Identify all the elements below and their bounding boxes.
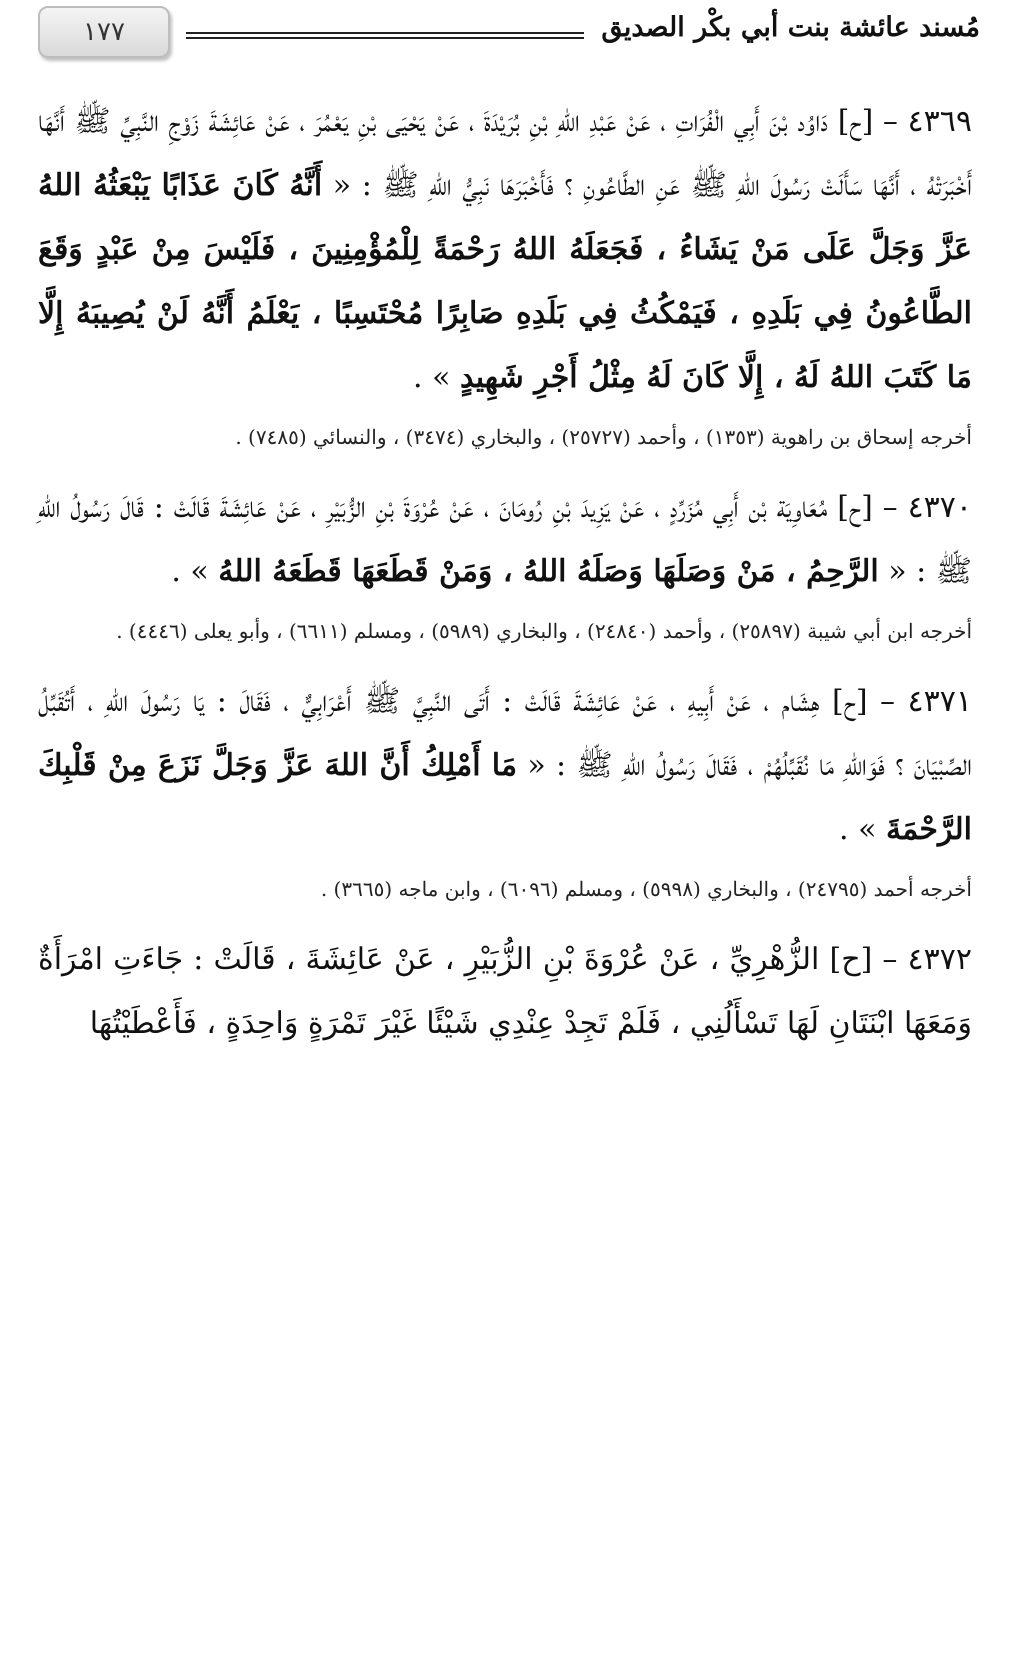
hadith-isnad: الزُّهْرِيِّ ، عَنْ عُرْوَةَ بْنِ الزُّبَيْرِ ، عَنْ عَائِشَةَ ، قَالَتْ : جَاءَتِ امْرَأَةٌ وَمَعَهَا ابْنَتَانِ لَهَا تَسْأَلُنِي ، فَلَمْ تَجِدْ عِنْدِي شَيْئًا غَيْرَ تَمْرَةٍ وَاحِدَةٍ ، فَأَعْطَيْتُهَا bbox=[38, 942, 972, 1041]
hadith-number: ٤٣٧٠ – [ح] bbox=[837, 490, 973, 525]
takhrij-note: أخرجه ابن أبي شيبة (٢٥٨٩٧) ، وأحمد (٢٤٨٤٠) ، والبخاري (٥٩٨٩) ، ومسلم (٦٦١١) ، وأبو يعلى (٤٤٤٦) . bbox=[116, 619, 972, 643]
hadith-closing: » . bbox=[171, 554, 209, 589]
hadith-closing: » . bbox=[413, 360, 451, 395]
hadith-matn: أَنَّهُ كَانَ عَذَابًا يَبْعَثُهُ اللهُ عَزَّ وَجَلَّ عَلَى مَنْ يَشَاءُ ، فَجَعَلَهُ اللهُ رَحْمَةً لِلْمُؤْمِنِينَ ، فَلَيْسَ مِنْ عَبْدٍ وَقَعَ الطَّاعُونُ فِي بَلَدِهِ ، فَيَمْكُثُ فِي بَلَدِهِ صَابِرًا مُحْتَسِبًا ، يَعْلَمُ أَنَّهُ لَنْ يُصِيبَهُ إِلَّا مَا كَتَبَ اللهُ لَهُ ، إِلَّا كَانَ لَهُ مِثْلُ أَجْرِ شَهِيدٍ bbox=[38, 168, 972, 395]
page-header bbox=[0, 0, 1010, 70]
hadith-4369 bbox=[38, 90, 972, 410]
hadith-number: ٤٣٦٩ – [ح] bbox=[837, 104, 972, 139]
hadith-4370 bbox=[38, 476, 972, 604]
hadith-isnad: هِشَام ، عَنْ أَبِيهِ ، عَنْ عَائِشَةَ قَالَتْ : أَتَى النَّبِيَّ ﷺ أَعْرَابِيٌّ ، فَقَالَ : يَا رَسُولَ اللهِ ، أَتُقَبِّلُ الصِّبْيَانَ ؟ فَوَاللهِ مَا نُقَبِّلُهُمْ ، فَقَالَ رَسُولُ اللهِ ﷺ : « bbox=[38, 684, 972, 783]
hadith-isnad: مُعَاوِيَة بْن أَبِي مُزَرِّدٍ ، عَنْ يَزِيدَ بْنِ رُومَانَ ، عَنْ عُرْوَةَ بْنِ الزُّبَيْرِ ، عَنْ عَائِشَةَ قَالَتْ : قَالَ رَسُولُ اللهِ ﷺ : « bbox=[38, 490, 972, 589]
running-title: مُسند عائشة بنت أبي بكْر الصديق bbox=[601, 12, 980, 43]
header-rule bbox=[186, 32, 584, 39]
page-number-badge: ١٧٧ bbox=[38, 6, 170, 58]
hadith-matn: مَا أَمْلِكُ أَنَّ اللهَ عَزَّ وَجَلَّ نَزَعَ مِنْ قَلْبِكَ الرَّحْمَةَ bbox=[38, 748, 972, 847]
takhrij-note: أخرجه إسحاق بن راهوية (١٣٥٣) ، وأحمد (٢٥٧٢٧) ، والبخاري (٣٤٧٤) ، والنسائي (٧٤٨٥) . bbox=[235, 425, 972, 449]
hadith-4372 bbox=[38, 928, 972, 1056]
hadith-number: ٤٣٧٢ – [ح] bbox=[829, 942, 972, 977]
hadith-4371 bbox=[38, 670, 972, 862]
page-content bbox=[38, 90, 972, 1056]
hadith-number: ٤٣٧١ – [ح] bbox=[831, 684, 972, 719]
hadith-closing: » . bbox=[839, 812, 877, 847]
hadith-isnad: دَاوُد بْنَ أَبِي الْفُرَاتِ ، عَنْ عَبْدِ اللهِ بْنِ بُرَيْدَةَ ، عَنْ يَحْيَى بْنِ يَعْمُرَ ، عَنْ عَائِشَةَ زَوْجِ النَّبِيِّ ﷺ أَنَّهَا أَخْبَرَتْهُ ، أَنَّهَا سَأَلَتْ رَسُولَ اللهِ ﷺ عَنِ الطَّاعُونِ ؟ فَأَخْبَرَهَا نَبِيُّ اللهِ ﷺ : « bbox=[38, 104, 972, 203]
hadith-matn: الرَّحِمُ ، مَنْ وَصَلَهَا وَصَلَهُ اللهُ ، وَمَنْ قَطَعَهَا قَطَعَهُ اللهُ bbox=[218, 554, 879, 589]
takhrij-note: أخرجه أحمد (٢٤٧٩٥) ، والبخاري (٥٩٩٨) ، ومسلم (٦٠٩٦) ، وابن ماجه (٣٦٦٥) . bbox=[320, 877, 972, 901]
